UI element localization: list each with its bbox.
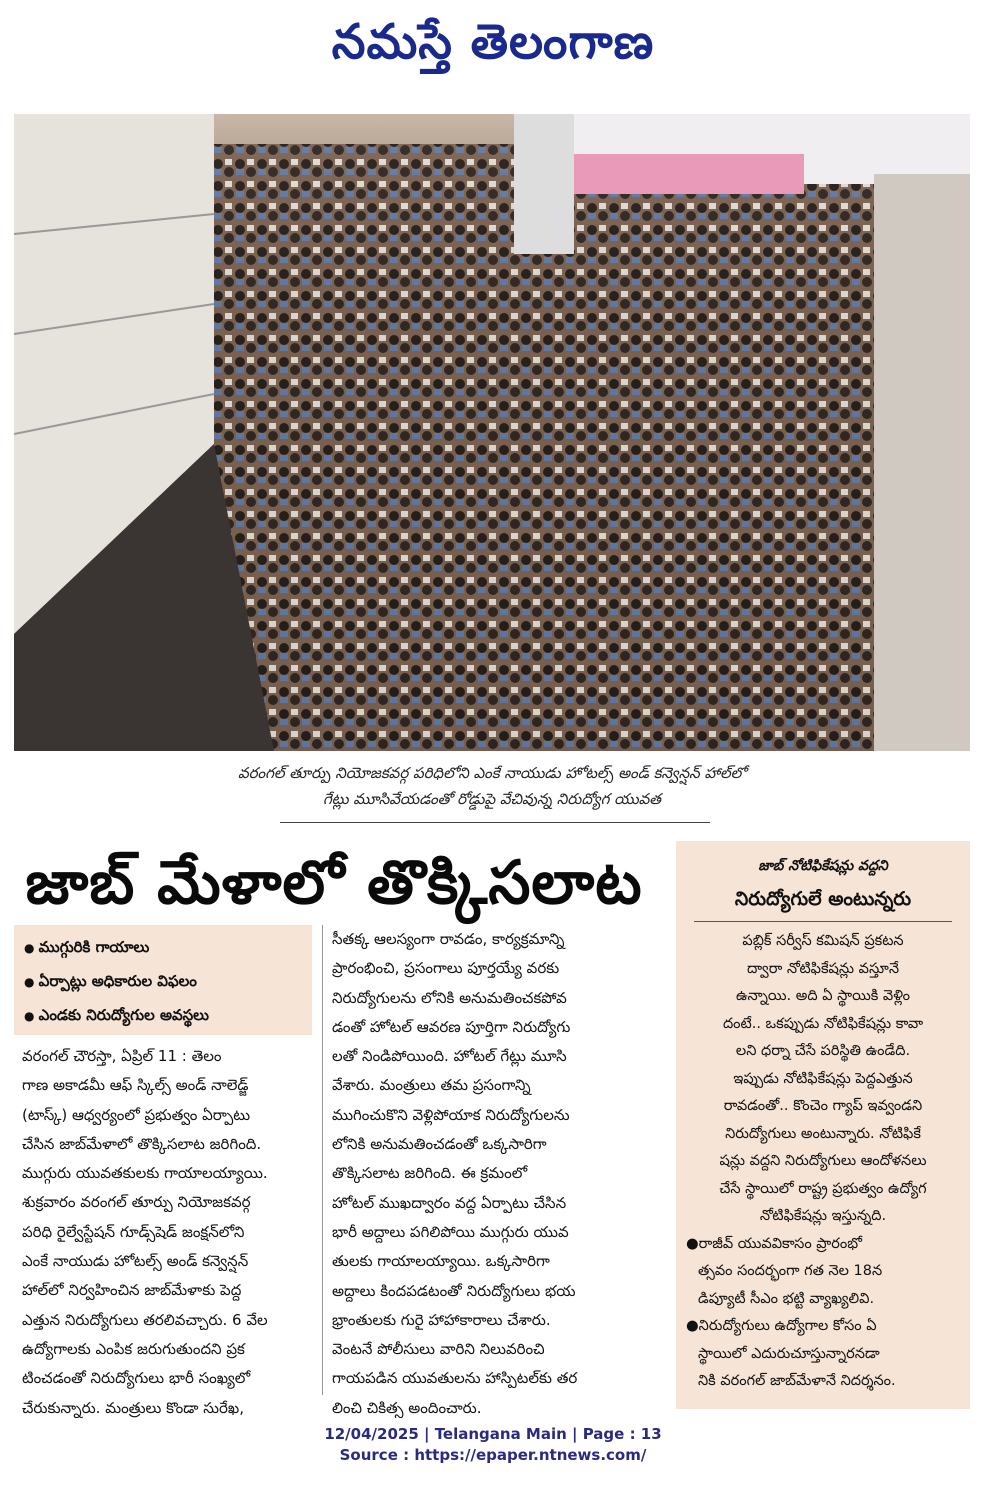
col2-line: వేశారు. మంత్రులు తమ ప్రసంగాన్ని xyxy=(332,1076,531,1095)
sidebar-line: ఉన్నాయి. అది ఏ స్థాయికి వెళ్లిం xyxy=(735,988,911,1004)
col2-line: నిరుద్యోగులను లోనికి అనుమతించకపోవ xyxy=(332,988,567,1007)
sidebar-line: దంటే.. ఒకప్పుడు నోటిఫికేషన్లు కావా xyxy=(722,1015,924,1032)
sidebar-line: చేసే స్థాయిలో రాష్ట్ర ప్రభుత్వం ఉద్యోగ xyxy=(719,1180,927,1197)
sidebar-title: నిరుద్యోగులే అంటున్నరు xyxy=(734,888,912,910)
sidebar-box xyxy=(676,841,970,1409)
col2-line: భారీ అద్దాలు పగిలిపోయి ముగ్గురు యువ xyxy=(332,1222,569,1241)
column-divider xyxy=(322,925,323,1395)
caption-underline xyxy=(280,822,710,823)
col2-line: హోటల్ ముఖద్వారం వద్ద ఏర్పాటు చేసిన xyxy=(332,1193,567,1212)
sidebar-line: పబ్లిక్ సర్వీస్ కమిషన్ ప్రకటన xyxy=(742,933,904,949)
col2-line: లతో నిండిపోయింది. హోటల్ గేట్లు మూసి xyxy=(332,1047,567,1066)
col1-line: హాల్‌లో నిర్వహించిన జాబ్‌మేళాకు పెద్ద xyxy=(22,1281,242,1300)
col2-line: వెంటనే పోలీసులు వారిని నిలువరించి xyxy=(332,1340,545,1359)
col2-line: డంతో హోటల్ ఆవరణ పూర్తిగా నిరుద్యోగు xyxy=(332,1017,571,1036)
caption-line-1: వరంగల్ తూర్పు నియోజకవర్గ పరిధిలోని ఎంకే నాయుడు హోటల్స్ అండ్ కన్వెన్షన్ హాల్‌లో xyxy=(237,764,747,782)
sidebar-line: షన్లు వద్దని నిరుద్యోగులు ఆందోళనలు xyxy=(719,1153,927,1169)
sidebar-line: ఇప్పుడు నోటిఫికేషన్లు పెద్దఎత్తున xyxy=(733,1070,913,1087)
highlight-2: ● ఏర్పాట్లు అధికారుల విఫలం xyxy=(24,965,302,999)
col2-line: లించి చికిత్స అందించారు. xyxy=(332,1398,482,1417)
col1-line: శుక్రవారం వరంగల్ తూర్పు నియోజకవర్గ xyxy=(22,1193,251,1212)
col2-line: గాయపడిన యువతులను హాస్పిటల్‌కు తర xyxy=(332,1369,578,1388)
article-headline: జాబ్ మేళాలో తొక్కిసలాట xyxy=(25,848,643,918)
col1-line: పరిధి రైల్వేస్టేషన్ గూడ్స్‌షెడ్ జంక్షన్‌లోని xyxy=(22,1222,245,1241)
sidebar-bullet-1 xyxy=(686,1231,960,1314)
sidebar-bullet-2 xyxy=(686,1313,960,1396)
masthead-title: నమస్తే తెలంగాణ xyxy=(331,14,655,70)
sidebar-line: రావడంతో.. కొంచెం గ్యాప్ ఇవ్వండని xyxy=(723,1098,923,1114)
col1-line: గాణ అకాడమీ ఆఫ్ స్కిల్స్ అండ్ నాలెడ్జ్ xyxy=(22,1076,249,1095)
photo-caption xyxy=(14,760,970,812)
crowd-photo xyxy=(14,114,970,751)
article-column-2 xyxy=(332,925,648,1423)
col2-line: లోనికి అనుమతించడంతో ఒక్కసారిగా xyxy=(332,1135,547,1154)
col2-line: ప్రారంభించి, ప్రసంగాలు పూర్తయ్యే వరకు xyxy=(332,959,560,978)
sidebar-line: లని ధర్నా చేసే పరిస్థితి ఉండేది. xyxy=(735,1043,911,1059)
highlights-box xyxy=(14,925,312,1035)
caption-line-2: గేట్లు మూసివేయడంతో రోడ్డుపై వేచివున్న నిరుద్యోగ యువత xyxy=(323,790,661,808)
col2-line: సీతక్క ఆలస్యంగా రావడం, కార్యక్రమాన్ని xyxy=(332,930,565,948)
article-column-1 xyxy=(22,1042,312,1423)
sidebar-bullet-line: డిప్యూటీ సీఎం భట్టి వ్యాఖ్యలివి. xyxy=(698,1290,875,1307)
col2-line: తులకు గాయాలయ్యాయి. ఒక్కసారిగా xyxy=(332,1252,550,1271)
highlight-1: ● ముగ్గురికి గాయాలు xyxy=(24,931,302,965)
footer-edition: 12/04/2025 | Telangana Main | Page : 13 xyxy=(324,1425,662,1443)
col1-line: ఉద్యోగాలకు ఎంపిక జరుగుతుందని ప్రక xyxy=(22,1339,245,1358)
sidebar-bullet-line: స్థాయిలో ఎదురుచూస్తున్నారనడా xyxy=(698,1345,880,1362)
sidebar-kicker: జాబ్ నోటిఫికేషన్లు వద్దని xyxy=(758,858,888,874)
page-footer xyxy=(0,1424,986,1466)
sidebar-line: నిరుద్యోగులు అంటున్నారు. నోటిఫికే xyxy=(725,1125,921,1142)
col1-line: ఎంకే నాయుడు హోటల్స్ అండ్ కన్వెన్షన్ xyxy=(22,1252,249,1271)
sidebar-line: ద్వారా నోటిఫికేషన్లు వస్తూనే xyxy=(746,960,900,977)
col1-line: చేరుకున్నారు. మంత్రులు కొండా సురేఖ, xyxy=(22,1398,244,1417)
sidebar-bullet-line: ● రాజీవ్ యువవికాసం ప్రారంభో xyxy=(698,1231,960,1259)
sidebar-bullet-line: త్సవం సందర్భంగా గత నెల 18న xyxy=(698,1263,883,1279)
sidebar-bullet-line: నికి వరంగల్ జాబ్‌మేళానే నిదర్శనం. xyxy=(698,1373,896,1389)
crowd-photo-illustration xyxy=(14,114,970,751)
sidebar-body xyxy=(686,928,960,1231)
sidebar-line: నోటిఫికేషన్లు ఇస్తున్నది. xyxy=(759,1208,887,1224)
col1-line: టించడంతో నిరుద్యోగులు భారీ సంఖ్యలో xyxy=(22,1369,251,1388)
col1-line: (టాస్క్) ఆధ్వర్యంలో ప్రభుత్వం ఏర్పాటు xyxy=(22,1105,251,1124)
sidebar-bullet-line: ● నిరుద్యోగులు ఉద్యోగాల కోసం ఏ xyxy=(698,1313,960,1341)
col1-line: వరంగల్ చౌరస్తా, ఏప్రిల్ 11 : తెలం xyxy=(22,1047,222,1065)
highlight-3: ● ఎండకు నిరుద్యోగుల అవస్థలు xyxy=(24,999,302,1033)
footer-source-link[interactable]: Source : https://epaper.ntnews.com/ xyxy=(339,1446,647,1464)
col2-line: భ్రాంతులకు గురై హాహాకారాలు చేశారు. xyxy=(332,1310,551,1329)
col2-line: అద్దాలు కిందపడటంతో నిరుద్యోగులు భయ xyxy=(332,1281,576,1300)
col1-line: ఎత్తున నిరుద్యోగులు తరలివచ్చారు. 6 వేల xyxy=(22,1310,268,1329)
col2-line: ముగించుకొని వెళ్లిపోయాక నిరుద్యోగులను xyxy=(332,1105,570,1124)
col1-line: ముగ్గురు యువతకులకు గాయాలయ్యాయి. xyxy=(22,1164,268,1183)
col2-line: తొక్కిసలాట జరిగింది. ఈ క్రమంలో xyxy=(332,1164,528,1183)
col1-line: చేసిన జాబ్‌మేళాలో తొక్కిసలాట జరిగింది. xyxy=(22,1134,262,1153)
sidebar-divider xyxy=(694,921,952,922)
